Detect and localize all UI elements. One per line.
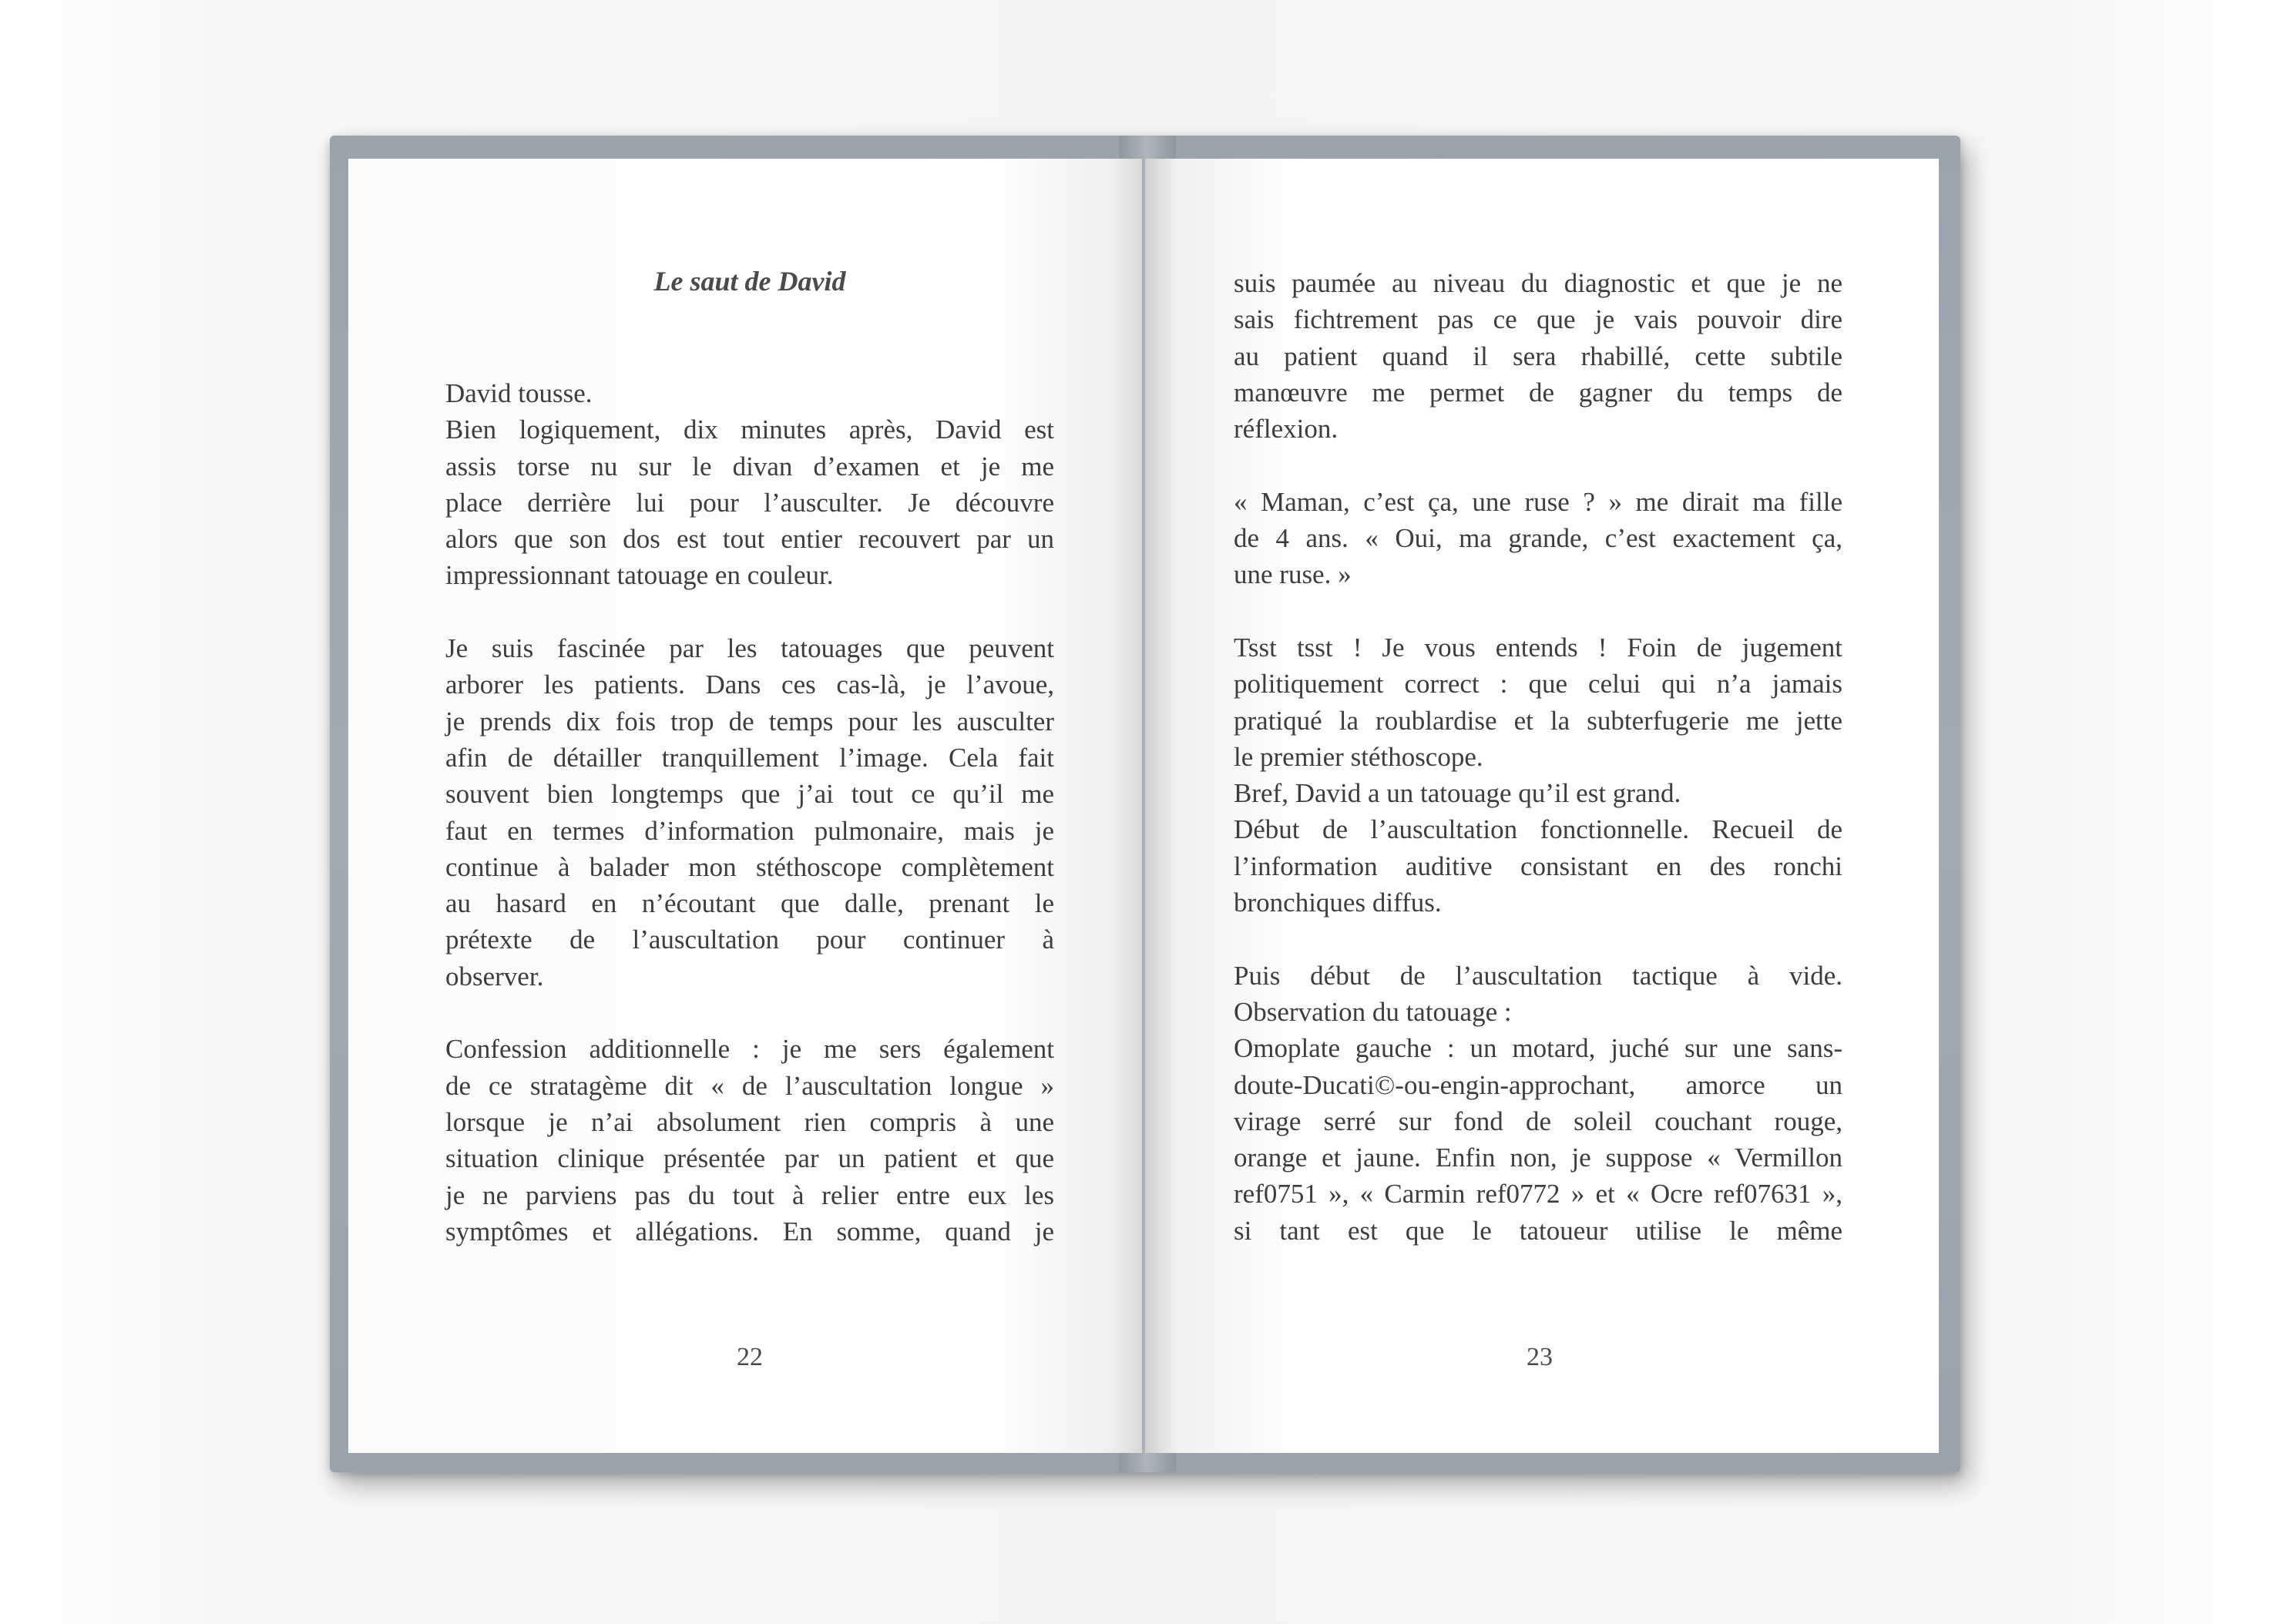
paragraph — [1234, 811, 1842, 921]
text-line: Bien logiquement, dix minutes après, David est — [445, 414, 1054, 445]
paragraph — [1234, 484, 1842, 593]
text-line: situation clinique présentée par un patient et que — [445, 1143, 1054, 1174]
text-line: place derrière lui pour l’ausculter. Je découvre — [445, 487, 1054, 518]
paragraph — [1234, 629, 1842, 775]
text-line: Puis début de l’auscultation tactique à vide. — [1234, 960, 1842, 991]
chapter-title: Le saut de David — [653, 266, 846, 297]
text-line: orange et jaune. Enfin non, je suppose « Vermillon — [1234, 1143, 1842, 1173]
text-line: pratiqué la roublardise et la subterfugerie me jette — [1234, 705, 1842, 736]
text-line: symptômes et allégations. En somme, quand je — [445, 1216, 1054, 1247]
text-line: de ce stratagème dit « de l’auscultation longue » — [445, 1070, 1054, 1101]
left-page-text — [445, 375, 1054, 1250]
text-line: manœuvre me permet de gagner du temps de — [1234, 377, 1842, 408]
text-line: assis torse nu sur le divan d’examen et je me — [445, 451, 1054, 481]
right-page — [1145, 159, 1939, 1453]
paragraph — [445, 630, 1054, 995]
text-line: sais fichtrement pas ce que je vais pouvoir dire — [1234, 304, 1842, 335]
text-line: au patient quand il sera rhabillé, cette subtile — [1234, 341, 1842, 371]
text-line: je ne parviens pas du tout à relier entre eux les — [445, 1179, 1054, 1210]
text-line: réflexion. — [1234, 414, 1339, 445]
text-line: si tant est que le tatoueur utilise le même — [1234, 1215, 1842, 1246]
text-line: continue à balader mon stéthoscope complètement — [445, 851, 1054, 882]
text-line: lorsque je n’ai absolument rien compris à une — [445, 1106, 1054, 1137]
text-line: l’information auditive consistant en des ronchi — [1234, 851, 1842, 881]
text-line: je prends dix fois trop de temps pour les ausculter — [445, 706, 1054, 737]
paragraph — [445, 375, 1054, 411]
paragraph — [1234, 775, 1842, 811]
text-line: Début de l’auscultation fonctionnelle. Recueil de — [1234, 814, 1842, 845]
text-line: de 4 ans. « Oui, ma grande, c’est exactement ça, — [1234, 523, 1842, 554]
text-line: une ruse. » — [1234, 559, 1352, 590]
text-line: observer. — [445, 961, 544, 992]
page-number-right: 23 — [1527, 1343, 1553, 1371]
paragraph — [1234, 1030, 1842, 1249]
text-line: politiquement correct : que celui qui n’a jamais — [1234, 669, 1842, 700]
text-line: arborer les patients. Dans ces cas-là, je l’avoue, — [445, 669, 1054, 700]
text-line: au hasard en n’écoutant que dalle, prenant le — [445, 888, 1054, 919]
text-line: doute-Ducati©-ou-engin-approchant, amorce un — [1234, 1069, 1842, 1100]
text-line: alors que son dos est tout entier recouvert par un — [445, 524, 1054, 555]
text-line: bronchiques diffus. — [1234, 887, 1442, 918]
text-line: le premier stéthoscope. — [1234, 741, 1483, 772]
text-line: Tsst tsst ! Je vous entends ! Foin de jugement — [1234, 632, 1842, 663]
text-line: Bref, David a un tatouage qu’il est grand. — [1234, 778, 1681, 809]
text-line: impressionnant tatouage en couleur. — [445, 560, 834, 591]
text-line: suis paumée au niveau du diagnostic et que je ne — [1234, 268, 1842, 298]
left-page — [348, 159, 1142, 1453]
paragraph — [445, 1031, 1054, 1250]
text-line: virage serré sur fond de soleil couchant rouge, — [1234, 1106, 1842, 1136]
text-line: afin de détailler tranquillement l’image. Cela fait — [445, 742, 1054, 773]
paragraph — [445, 411, 1054, 593]
text-line: ref0751 », « Carmin ref0772 » et « Ocre ref07631 », — [1234, 1179, 1842, 1210]
text-line: Confession additionnelle : je me sers également — [445, 1034, 1054, 1065]
text-line: Omoplate gauche : un motard, juché sur une sans- — [1234, 1033, 1842, 1064]
paragraph — [1234, 265, 1842, 447]
paragraph — [1234, 958, 1842, 1031]
text-line: souvent bien longtemps que j’ai tout ce qu’il me — [445, 779, 1054, 810]
text-line: « Maman, c’est ça, une ruse ? » me dirait ma fille — [1234, 486, 1842, 517]
text-line: Observation du tatouage : — [1234, 996, 1512, 1027]
page-number-left: 22 — [737, 1343, 763, 1371]
text-line: faut en termes d’information pulmonaire, mais je — [445, 815, 1054, 846]
text-line: Je suis fascinée par les tatouages que peuvent — [445, 633, 1054, 664]
text-line: prétexte de l’auscultation pour continuer à — [445, 924, 1054, 955]
right-page-text — [1234, 265, 1842, 1249]
text-line: David tousse. — [445, 378, 593, 408]
